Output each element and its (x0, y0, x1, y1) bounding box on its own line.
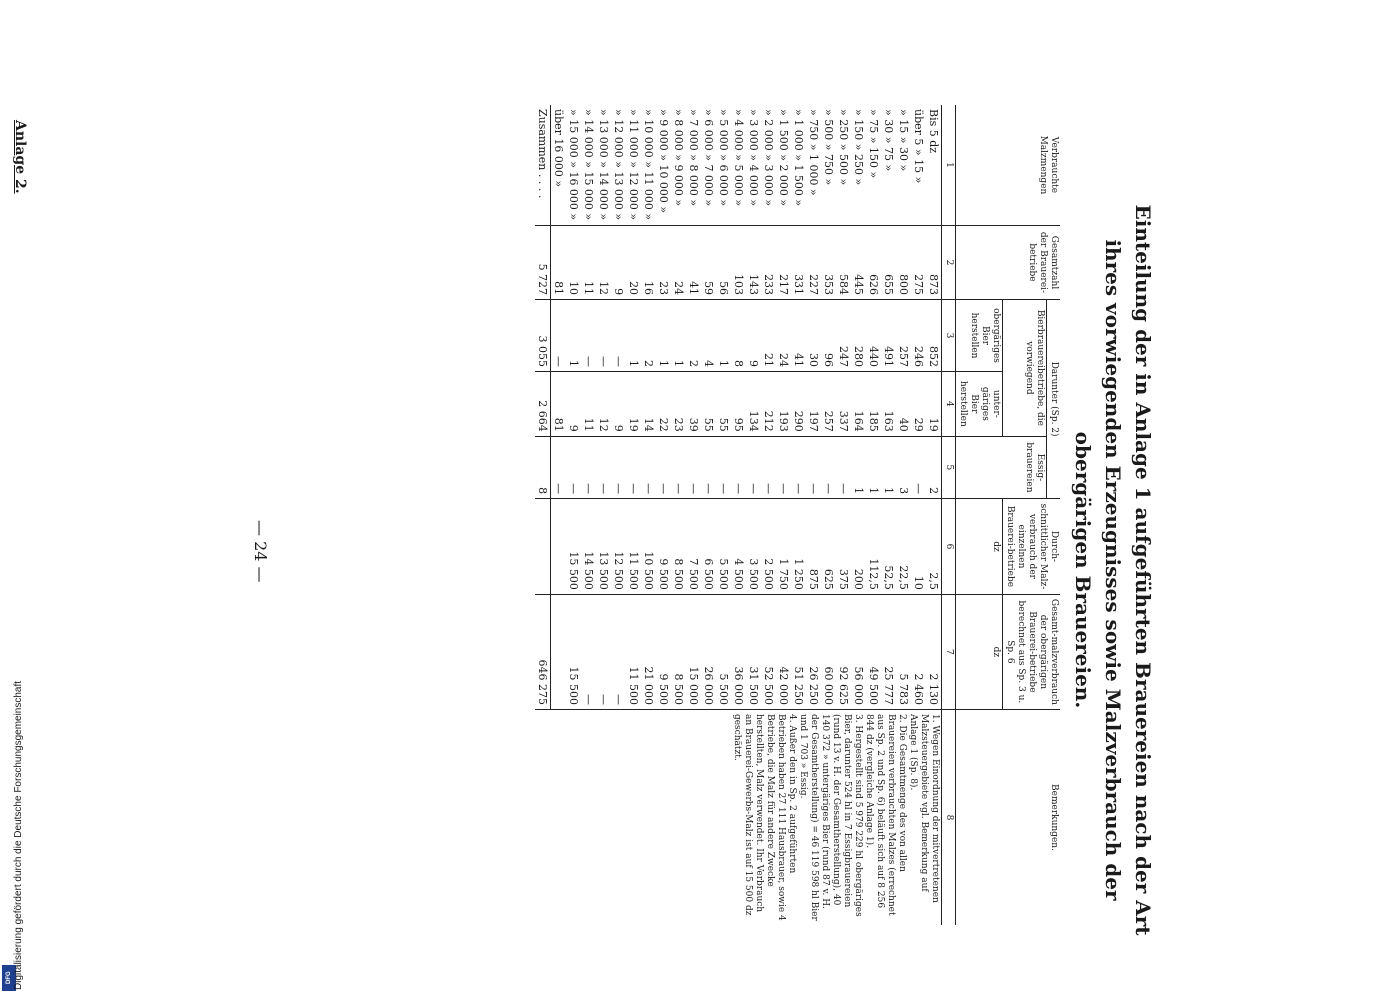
cell-c6: 12 500 (611, 499, 626, 595)
column-number: 6 (942, 499, 956, 595)
cell-c3: 440 (866, 300, 881, 372)
cell-c5: — (911, 436, 926, 498)
cell-c5: 1 (881, 436, 896, 498)
cell-c2: 11 (581, 225, 596, 299)
cell-c3: 1 (716, 300, 731, 372)
cell-c3: 30 (806, 300, 821, 372)
cell-c7: 51 250 (791, 594, 806, 709)
cell-c2: 233 (761, 225, 776, 299)
cell-c5: — (746, 436, 761, 498)
header-unit-avg: dz (956, 499, 1003, 595)
cell-c4: 95 (731, 371, 746, 436)
cell-avg: 2,5 (926, 499, 942, 595)
cell-malt: 2 130 (926, 594, 942, 709)
cell-c2: 9 (611, 225, 626, 299)
cell-c5: — (566, 436, 581, 498)
cell-c3: 257 (896, 300, 911, 372)
cell-c2: 445 (851, 225, 866, 299)
cell-c7: 60 000 (821, 594, 836, 709)
header-vinegar: Essig-brauereien (956, 436, 1047, 498)
cell-c7: 92 625 (836, 594, 851, 709)
cell-range: » 6 000 » 7 000 » (702, 109, 715, 207)
cell-c7: 31 500 (746, 594, 761, 709)
cell-c3: 1 (626, 300, 641, 372)
cell-c2: 584 (836, 225, 851, 299)
cell-c2: 12 (596, 225, 611, 299)
cell-c2: 800 (896, 225, 911, 299)
cell-range: » 13 000 » 14 000 » (597, 109, 610, 221)
cell-c4: 290 (791, 371, 806, 436)
cell-c5: — (806, 436, 821, 498)
cell-range: » 7 000 » 8 000 » (687, 109, 700, 207)
cell-c2: 81 (551, 225, 567, 299)
cell-c2: 59 (701, 225, 716, 299)
cell-c2: 331 (791, 225, 806, 299)
cell-c3: 2 (641, 300, 656, 372)
cell-c3: 247 (836, 300, 851, 372)
cell-c3: 21 (761, 300, 776, 372)
cell-c2: 275 (911, 225, 926, 299)
cell-c7: 42 000 (776, 594, 791, 709)
cell-c2: 217 (776, 225, 791, 299)
cell-range: » 75 » 150 » (867, 109, 880, 179)
cell-c4: 9 (566, 371, 581, 436)
cell-c7: — (596, 594, 611, 709)
remark-4: 4. Außer den in Sp. 2 aufgeführten Betrieben haben 27 111 Hausbrauer, sowie 4 Betriebe, die Malz für andere Zwecke herstellten, Malz verwendet. Ihr Verbrauch an Brauerei-Gewerbs-Malz ist auf 15 500 dz geschätzt. (732, 713, 797, 921)
column-numbers-row (942, 105, 956, 925)
cell-c6 (551, 499, 567, 595)
column-number: 7 (942, 594, 956, 709)
cell-c7: 26 250 (806, 594, 821, 709)
page-number: — 24 — (251, 520, 270, 583)
cell-c6: 200 (851, 499, 866, 595)
cell-c5: — (656, 436, 671, 498)
cell-c6: 375 (836, 499, 851, 595)
cell-c6: 52,5 (881, 499, 896, 595)
cell-range: » 1 000 » 1 500 » (792, 109, 805, 207)
cell-c4: 197 (806, 371, 821, 436)
cell-c5: — (551, 436, 567, 498)
cell-c4: 9 (611, 371, 626, 436)
malt-table (535, 105, 1060, 925)
cell-c6: 4 500 (731, 499, 746, 595)
cell-range: » 12 000 » 13 000 » (612, 109, 625, 221)
cell-c2: 56 (716, 225, 731, 299)
header-avg-malt: Durch-schnittlicher Malz-verbrauch der einzelnen Brauerei-betriebe (1003, 499, 1061, 595)
column-number: 4 (942, 371, 956, 436)
cell-range: » 750 » 1 000 » (807, 109, 820, 196)
cell-c6: 10 (911, 499, 926, 595)
cell-c2: 626 (866, 225, 881, 299)
cell-c2: 16 (641, 225, 656, 299)
cell-c7: 15 500 (566, 594, 581, 709)
cell-c4: 193 (776, 371, 791, 436)
cell-c4: 337 (836, 371, 851, 436)
cell-c5: 1 (851, 436, 866, 498)
cell-c4: 163 (881, 371, 896, 436)
cell-c3: 4 (701, 300, 716, 372)
cell-c5: — (611, 436, 626, 498)
cell-c3: 2 (686, 300, 701, 372)
cell-c6: 7 500 (686, 499, 701, 595)
cell-c5: 1 (866, 436, 881, 498)
header-total-malt: Gesamt-malzverbrauch der obergärigen Brauerei-betriebe berechnet aus Sp. 3 u. Sp. 6 (1003, 594, 1061, 709)
cell-c6: 9 500 (656, 499, 671, 595)
cell-c4: 14 (641, 371, 656, 436)
column-number: 2 (942, 225, 956, 299)
cell-c3: 280 (851, 300, 866, 372)
remarks-cell (535, 709, 942, 925)
column-number: 3 (942, 300, 956, 372)
cell-c7: 49 500 (866, 594, 881, 709)
cell-range: » 2 000 » 3 000 » (762, 109, 775, 207)
cell-c6: 1 750 (776, 499, 791, 595)
cell-c7: — (581, 594, 596, 709)
cell-c7: 26 000 (701, 594, 716, 709)
cell-range: » 3 000 » 4 000 » (747, 109, 760, 207)
cell-c2: 23 (656, 225, 671, 299)
cell-c3: 8 (731, 300, 746, 372)
cell-c4: 55 (701, 371, 716, 436)
cell-c4: 134 (746, 371, 761, 436)
cell-total: 873 (926, 225, 942, 299)
cell-c2: 353 (821, 225, 836, 299)
cell-c6: 2 500 (761, 499, 776, 595)
cell-range: » 11 000 » 12 000 » (627, 109, 640, 221)
column-number: 1 (942, 105, 956, 225)
cell-range: » 14 000 » 15 000 » (582, 109, 595, 221)
cell-c5: — (686, 436, 701, 498)
cell-c3: 1 (656, 300, 671, 372)
scanned-page (150, 80, 1170, 980)
cell-c5: — (581, 436, 596, 498)
cell-range: » 1 500 » 2 000 » (777, 109, 790, 207)
cell-c7: 9 500 (656, 594, 671, 709)
cell-c4: 19 (626, 371, 641, 436)
cell-c4: 81 (551, 371, 567, 436)
cell-c2: 10 (566, 225, 581, 299)
cell-c4: 55 (716, 371, 731, 436)
cell-c4: 257 (821, 371, 836, 436)
cell-c6: 14 500 (581, 499, 596, 595)
cell-range: Bis 5 dz (927, 109, 940, 154)
total-cell: 2 664 (535, 371, 551, 436)
cell-c2: 41 (686, 225, 701, 299)
cell-vinegar: 2 (926, 436, 942, 498)
header-subgroup: Bierbrauereibetriebe, die vorwiegend (1003, 300, 1047, 437)
header-remarks: Bemerkungen. (956, 709, 1061, 925)
cell-range: » 30 » 75 » (882, 109, 895, 172)
cell-top: 852 (926, 300, 942, 372)
cell-c7: — (611, 594, 626, 709)
cell-c5: — (641, 436, 656, 498)
cell-c4: 185 (866, 371, 881, 436)
cell-c7: 5 500 (716, 594, 731, 709)
total-cell: Zusammen . . . . (535, 105, 551, 225)
cell-c2: 655 (881, 225, 896, 299)
cell-c3: 1 (671, 300, 686, 372)
cell-c4: 164 (851, 371, 866, 436)
cell-c2: 143 (746, 225, 761, 299)
remark-2: 2. Die Gesamtmenge des von allen Brauereien verbrauchten Malzes (errechnet aus Sp. 2 und Sp. 6) beläuft sich auf 8 256 844 dz (vergleiche Anlage 1). (864, 713, 907, 916)
header-darunter: Darunter (Sp. 2) (1047, 300, 1061, 499)
cell-range: » 4 000 » 5 000 » (732, 109, 745, 207)
cell-c4: 12 (596, 371, 611, 436)
cell-c4: 40 (896, 371, 911, 436)
remark-1: 1. Wegen Einordnung der mitvertretenen Malzsteuergebiete vgl. Bemerkung auf Anlage 1 (Sp. 8). (908, 713, 940, 903)
cell-range: » 5 000 » 6 000 » (717, 109, 730, 207)
cell-c2: 227 (806, 225, 821, 299)
total-cell: 8 (535, 436, 551, 498)
cell-range: » 8 000 » 9 000 » (672, 109, 685, 207)
cell-c3: 1 (566, 300, 581, 372)
cell-c6: 11 500 (626, 499, 641, 595)
cell-c6: 8 500 (671, 499, 686, 595)
page-title: Einteilung der in Anlage 1 aufgeführten Brauereien nach der Art ihres vorwiegenden Erzeugnisses sowie Malzverbrauch der obergärigen Brauereien. (1071, 204, 1155, 936)
cell-c4: 11 (581, 371, 596, 436)
remark-3: 3. Hergestellt sind 5 979 229 hl obergäriges Bier, darunter 524 hl in 7 Essigbrauereien (rund 13 v. H. der Gesamtherstellung), 40 140 372 » untergäriges Bier (rund 87 v. H. der Gesamtherstellung) = 46 119 598 hl Bier und 1 703 » Essig. (798, 713, 863, 921)
cell-c6: 1 250 (791, 499, 806, 595)
cell-range: über 5 » 15 » (912, 109, 925, 184)
cell-c3: — (611, 300, 626, 372)
cell-c6: 112,5 (866, 499, 881, 595)
header-bottom-fermented: unter-gäriges Bier herstellen (956, 371, 1003, 436)
cell-c6: 5 500 (716, 499, 731, 595)
annex-label: Anlage 2. (12, 120, 28, 194)
cell-c7: 52 500 (761, 594, 776, 709)
dfg-logo: DFG (2, 965, 16, 991)
cell-c3: 96 (821, 300, 836, 372)
cell-c3: 491 (881, 300, 896, 372)
cell-c7: 21 000 (641, 594, 656, 709)
cell-c6: 13 500 (596, 499, 611, 595)
column-number: 8 (942, 709, 956, 925)
cell-c4: 212 (761, 371, 776, 436)
cell-c3: — (551, 300, 567, 372)
cell-c5: — (701, 436, 716, 498)
header-top-fermented: obergäriges Bier herstellen (956, 300, 1003, 372)
cell-c4: 29 (911, 371, 926, 436)
cell-c2: 20 (626, 225, 641, 299)
cell-c7 (551, 594, 567, 709)
header-malt-range: Verbrauchte Malzmengen (956, 105, 1061, 225)
cell-c3: 24 (776, 300, 791, 372)
cell-c7: 8 500 (671, 594, 686, 709)
cell-c7: 15 000 (686, 594, 701, 709)
cell-c5: — (731, 436, 746, 498)
cell-c7: 36 000 (731, 594, 746, 709)
cell-c6: 875 (806, 499, 821, 595)
cell-c3: 246 (911, 300, 926, 372)
cell-c3: — (596, 300, 611, 372)
cell-c6: 15 500 (566, 499, 581, 595)
cell-range: » 15 000 » 16 000 » (567, 109, 580, 221)
cell-c3: 9 (746, 300, 761, 372)
cell-c7: 56 000 (851, 594, 866, 709)
cell-c5: — (596, 436, 611, 498)
cell-c6: 10 500 (641, 499, 656, 595)
cell-range: über 16 000 » (552, 109, 565, 188)
cell-c7: 25 777 (881, 594, 896, 709)
cell-c5: — (671, 436, 686, 498)
cell-c5: — (716, 436, 731, 498)
cell-range: » 500 » 750 » (822, 109, 835, 186)
cell-c2: 103 (731, 225, 746, 299)
cell-c7: 11 500 (626, 594, 641, 709)
cell-c7: 5 783 (896, 594, 911, 709)
header-unit-total: dz (956, 594, 1003, 709)
total-cell (535, 499, 551, 595)
cell-c4: 39 (686, 371, 701, 436)
cell-c5: 3 (896, 436, 911, 498)
table-row (926, 105, 942, 925)
footer-text: Digitalisierung gefördert durch die Deutsche Forschungsgemeinschaft (13, 680, 24, 990)
total-cell: 646 275 (535, 594, 551, 709)
cell-c4: 22 (656, 371, 671, 436)
cell-range: » 9 000 » 10 000 » (657, 109, 670, 214)
total-cell: 5 727 (535, 225, 551, 299)
cell-c5: — (776, 436, 791, 498)
cell-c6: 6 500 (701, 499, 716, 595)
cell-c6: 3 500 (746, 499, 761, 595)
cell-range: » 10 000 » 11 000 » (642, 109, 655, 221)
total-cell: 3 055 (535, 300, 551, 372)
cell-c2: 24 (671, 225, 686, 299)
cell-c7: 2 460 (911, 594, 926, 709)
cell-c3: — (581, 300, 596, 372)
cell-range: » 15 » 30 » (897, 109, 910, 172)
cell-range: » 150 » 250 » (852, 109, 865, 186)
cell-bottom: 19 (926, 371, 942, 436)
cell-c5: — (626, 436, 641, 498)
column-number: 5 (942, 436, 956, 498)
cell-c6: 22,5 (896, 499, 911, 595)
cell-c5: — (836, 436, 851, 498)
cell-range: » 250 » 500 » (837, 109, 850, 186)
header-total-breweries: Gesamtzahl der Brauerei-betriebe (956, 225, 1061, 299)
cell-c5: — (761, 436, 776, 498)
cell-c6: 625 (821, 499, 836, 595)
cell-c5: — (791, 436, 806, 498)
cell-c5: — (821, 436, 836, 498)
cell-c4: 23 (671, 371, 686, 436)
cell-c3: 41 (791, 300, 806, 372)
